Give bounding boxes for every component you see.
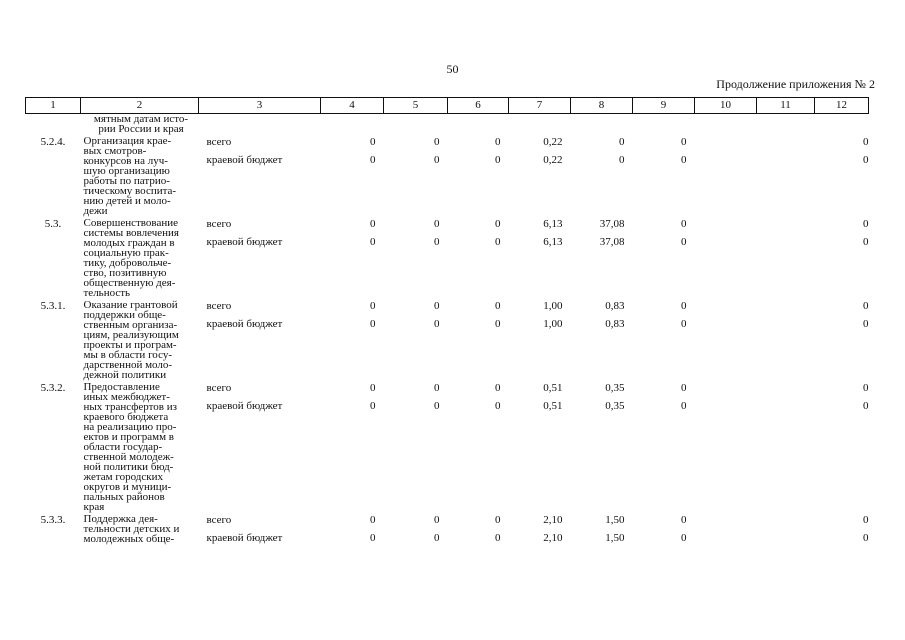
value-cell: [695, 532, 757, 550]
value-cell: 0,22: [543, 154, 563, 166]
header-col-5: 5: [384, 98, 448, 114]
row-name-line: молодых граждан в: [83, 237, 175, 249]
row-value-c4: [321, 298, 384, 380]
value-cell: [757, 382, 815, 400]
row-name-line: округов и муници-: [83, 481, 172, 493]
value-cell: 0: [370, 300, 376, 312]
value-cell: [757, 236, 815, 254]
row-name: [81, 134, 199, 216]
value-cell: 0: [495, 300, 501, 312]
row-value-c9: [633, 380, 695, 512]
row-value-c12: [815, 298, 869, 380]
row-name-line: Совершенствование: [83, 217, 178, 229]
value-cell: [757, 300, 815, 318]
row-number: 5.3.3.: [40, 514, 66, 526]
row-value-c8: [571, 512, 633, 550]
row-value-c6: [448, 216, 509, 298]
row-name-line: тическому воспита-: [83, 185, 177, 197]
value-cell: 0,83: [605, 318, 625, 330]
row-value-c5: [384, 298, 448, 380]
row-value-c12: [815, 134, 869, 216]
table-row: [26, 512, 869, 550]
row-value-c9: [633, 134, 695, 216]
header-col-2: 2: [81, 98, 199, 114]
row-name-line: края: [83, 501, 105, 513]
row-name-line: на реализацию про-: [83, 421, 177, 433]
value-cell: 0: [370, 532, 376, 544]
value-cell: 6,13: [543, 236, 563, 248]
row-value-c12: [815, 512, 869, 550]
value-cell: 0: [495, 218, 501, 230]
value-cell: 1,00: [543, 300, 563, 312]
value-cell: 0: [495, 514, 501, 526]
row-value-c4: [321, 380, 384, 512]
row-name-line: общественную дея-: [83, 277, 176, 289]
row-funding-source: [199, 380, 321, 512]
row-value-c5: [384, 512, 448, 550]
value-cell: 0: [370, 400, 376, 412]
header-col-11: 11: [757, 98, 815, 114]
table-row: [26, 216, 869, 298]
row-name-line: проекты и програм-: [83, 339, 177, 351]
row-name-line: дарственной моло-: [83, 359, 173, 371]
funding-source-label: всего: [206, 514, 232, 526]
row-name-line: тельность: [83, 287, 131, 299]
value-cell: 0: [434, 154, 440, 166]
row-value-c9: [633, 512, 695, 550]
value-cell: 0: [863, 236, 869, 248]
value-cell: 0: [863, 514, 869, 526]
value-cell: 37,08: [599, 236, 625, 248]
value-cell: 2,10: [543, 514, 563, 526]
value-cell: 0: [681, 318, 687, 330]
value-cell: 1,50: [605, 532, 625, 544]
row-value-c4: [321, 512, 384, 550]
row-value-c12: [815, 216, 869, 298]
funding-source-label: всего: [206, 136, 232, 148]
value-cell: 0: [370, 154, 376, 166]
row-value-c8: [571, 216, 633, 298]
value-cell: 0: [434, 136, 440, 148]
table-row: [26, 134, 869, 216]
continuation-line: мятным датам исто-: [93, 113, 189, 125]
value-cell: 0: [495, 318, 501, 330]
value-cell: 0: [863, 154, 869, 166]
row-name-line: дежной политики: [83, 369, 167, 381]
value-cell: [757, 218, 815, 236]
row-value-c7: [509, 512, 571, 550]
value-cell: 0: [370, 136, 376, 148]
value-cell: [695, 514, 757, 532]
row-name-line: ственным организа-: [83, 319, 178, 331]
funding-source-label: всего: [206, 218, 232, 230]
value-cell: [757, 400, 815, 418]
appendix-continuation-note: Продолжение приложения № 2: [716, 77, 875, 91]
row-value-c7: [509, 216, 571, 298]
row-name-line: мы в области госу-: [83, 349, 172, 361]
row-name-line: социальную прак-: [83, 247, 169, 259]
header-col-1: 1: [26, 98, 81, 114]
value-cell: [695, 218, 757, 236]
value-cell: 0,83: [605, 300, 625, 312]
header-col-6: 6: [448, 98, 509, 114]
row-name-line: молодежных обще-: [83, 533, 175, 545]
value-cell: [757, 532, 815, 550]
value-cell: 0: [495, 382, 501, 394]
value-cell: 0: [434, 532, 440, 544]
table-header-row: [26, 98, 869, 114]
value-cell: 0: [370, 382, 376, 394]
value-cell: 0: [863, 532, 869, 544]
value-cell: 0: [434, 382, 440, 394]
row-value-c6: [448, 380, 509, 512]
row-name-line: тельности детских и: [83, 523, 180, 535]
row-value-c4: [321, 134, 384, 216]
value-cell: 0,51: [543, 382, 563, 394]
value-cell: 0: [495, 154, 501, 166]
value-cell: 0: [495, 532, 501, 544]
value-cell: 0: [495, 400, 501, 412]
row-value-c6: [448, 298, 509, 380]
value-cell: 0: [863, 136, 869, 148]
row-value-c11: [757, 134, 815, 216]
row-name-line: вых смотров-: [83, 145, 147, 157]
row-name-line: ство, позитивную: [83, 267, 167, 279]
row-value-c8: [571, 380, 633, 512]
row-name-line: Оказание грантовой: [83, 299, 178, 311]
header-col-4: 4: [321, 98, 384, 114]
row-name-line: Предоставление: [83, 381, 160, 393]
value-cell: 0: [681, 532, 687, 544]
funding-source-label: краевой бюджет: [206, 154, 283, 166]
value-cell: [695, 382, 757, 400]
row-number: 5.2.4.: [40, 136, 66, 148]
value-cell: [695, 154, 757, 172]
row-value-c7: [509, 134, 571, 216]
row-value-c4: [321, 216, 384, 298]
row-funding-source: [199, 512, 321, 550]
value-cell: [757, 318, 815, 336]
funding-source-label: краевой бюджет: [206, 532, 283, 544]
value-cell: 0: [434, 218, 440, 230]
row-name-line: поддержки обще-: [83, 309, 166, 321]
value-cell: 0: [370, 236, 376, 248]
continuation-line: рии России и края: [98, 123, 184, 135]
row-value-c5: [384, 134, 448, 216]
value-cell: 0,35: [605, 382, 625, 394]
row-name-line: дежи: [83, 205, 108, 217]
row-value-c11: [757, 298, 815, 380]
row-value-c6: [448, 134, 509, 216]
value-cell: 0: [495, 136, 501, 148]
row-name-line: шую организацию: [83, 165, 170, 177]
row-funding-source: [199, 298, 321, 380]
row-value-c5: [384, 380, 448, 512]
value-cell: 1,50: [605, 514, 625, 526]
value-cell: 0,22: [543, 136, 563, 148]
value-cell: 0: [619, 154, 625, 166]
row-name-line: жетам городских: [83, 471, 164, 483]
row-value-c10: [695, 380, 757, 512]
row-value-c10: [695, 298, 757, 380]
row-name: [81, 298, 199, 380]
row-name-line: Поддержка дея-: [83, 513, 158, 525]
value-cell: [757, 514, 815, 532]
row-name-line: нию детей и моло-: [83, 195, 171, 207]
value-cell: 0: [370, 318, 376, 330]
value-cell: 1,00: [543, 318, 563, 330]
value-cell: [757, 136, 815, 154]
value-cell: 0: [434, 300, 440, 312]
row-name-line: области государ-: [83, 441, 163, 453]
value-cell: 0: [681, 382, 687, 394]
row-name-line: ственной молодеж-: [83, 451, 174, 463]
value-cell: [695, 318, 757, 336]
value-cell: 0: [370, 514, 376, 526]
row-value-c11: [757, 216, 815, 298]
value-cell: 0: [863, 318, 869, 330]
table-row-continuation: [26, 114, 869, 135]
value-cell: 0: [863, 382, 869, 394]
continuation-text: [81, 114, 199, 135]
row-value-c9: [633, 298, 695, 380]
funding-source-label: краевой бюджет: [206, 318, 283, 330]
row-name-line: работы по патрио-: [83, 175, 170, 187]
value-cell: 37,08: [599, 218, 625, 230]
header-col-12: 12: [815, 98, 869, 114]
funding-source-label: всего: [206, 300, 232, 312]
header-col-9: 9: [633, 98, 695, 114]
value-cell: 0: [495, 236, 501, 248]
value-cell: 0: [681, 236, 687, 248]
value-cell: 0: [863, 400, 869, 412]
row-number: 5.3.: [44, 218, 62, 230]
value-cell: 0,51: [543, 400, 563, 412]
value-cell: 0: [681, 218, 687, 230]
funding-source-label: краевой бюджет: [206, 400, 283, 412]
value-cell: [695, 136, 757, 154]
header-col-8: 8: [571, 98, 633, 114]
value-cell: [695, 400, 757, 418]
row-name-line: ектов и программ в: [83, 431, 174, 443]
row-name-line: системы вовлечения: [83, 227, 179, 239]
row-name-line: пальных районов: [83, 491, 165, 503]
row-name-line: ной политики бюд-: [83, 461, 174, 473]
row-value-c5: [384, 216, 448, 298]
row-name-line: ных трансфертов из: [83, 401, 177, 413]
row-value-c10: [695, 134, 757, 216]
value-cell: 6,13: [543, 218, 563, 230]
table-row: [26, 380, 869, 512]
row-name: [81, 512, 199, 550]
row-name-line: конкурсов на луч-: [83, 155, 168, 167]
value-cell: 0: [863, 218, 869, 230]
row-name-line: циям, реализующим: [83, 329, 179, 341]
value-cell: 0: [434, 400, 440, 412]
row-value-c8: [571, 134, 633, 216]
value-cell: 0: [370, 218, 376, 230]
header-col-10: 10: [695, 98, 757, 114]
value-cell: 0: [681, 136, 687, 148]
value-cell: 0: [681, 300, 687, 312]
funding-source-label: краевой бюджет: [206, 236, 283, 248]
row-value-c6: [448, 512, 509, 550]
budget-table: [25, 97, 869, 550]
row-value-c10: [695, 216, 757, 298]
table-row: [26, 298, 869, 380]
row-name-line: Организация крае-: [83, 135, 172, 147]
value-cell: 0: [681, 514, 687, 526]
row-value-c10: [695, 512, 757, 550]
row-name-line: краевого бюджета: [83, 411, 169, 423]
page-number: 50: [446, 62, 459, 76]
value-cell: 0: [434, 514, 440, 526]
row-value-c7: [509, 380, 571, 512]
value-cell: 0: [681, 400, 687, 412]
row-name-line: тику, добровольче-: [83, 257, 172, 269]
value-cell: [695, 300, 757, 318]
value-cell: [695, 236, 757, 254]
row-value-c8: [571, 298, 633, 380]
row-number: 5.3.1.: [40, 300, 66, 312]
row-funding-source: [199, 134, 321, 216]
funding-source-label: всего: [206, 382, 232, 394]
value-cell: 2,10: [543, 532, 563, 544]
value-cell: [757, 154, 815, 172]
value-cell: 0: [434, 236, 440, 248]
value-cell: 0: [681, 154, 687, 166]
row-value-c9: [633, 216, 695, 298]
row-value-c12: [815, 380, 869, 512]
row-number: 5.3.2.: [40, 382, 66, 394]
row-funding-source: [199, 216, 321, 298]
row-value-c11: [757, 380, 815, 512]
row-value-c11: [757, 512, 815, 550]
row-name: [81, 380, 199, 512]
row-name: [81, 216, 199, 298]
header-col-7: 7: [509, 98, 571, 114]
header-col-3: 3: [199, 98, 321, 114]
value-cell: 0: [619, 136, 625, 148]
row-value-c7: [509, 298, 571, 380]
value-cell: 0: [434, 318, 440, 330]
row-name-line: иных межбюджет-: [83, 391, 170, 403]
value-cell: 0,35: [605, 400, 625, 412]
value-cell: 0: [863, 300, 869, 312]
